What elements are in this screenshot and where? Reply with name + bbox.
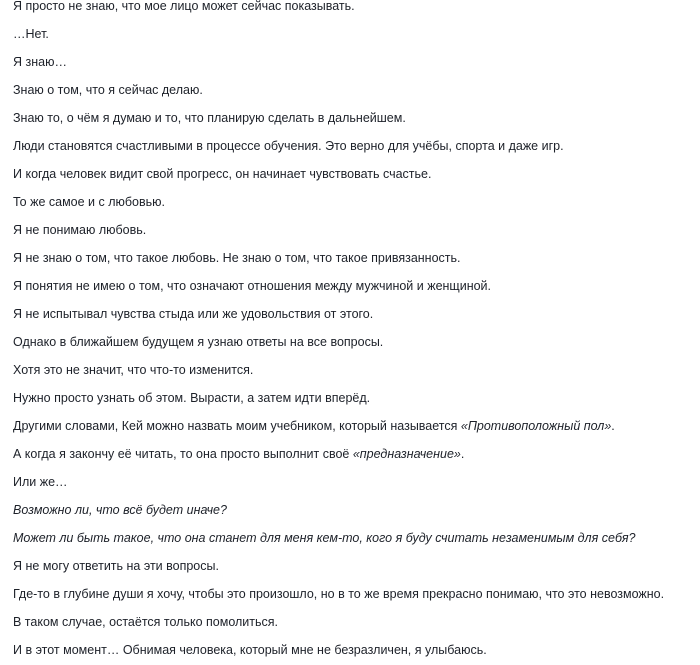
paragraph	[13, 444, 464, 464]
paragraph: Я не могу ответить на эти вопросы.	[13, 559, 219, 573]
paragraph-text: А когда я закончу её читать, то она просто выполнит своё	[13, 447, 353, 461]
italic-paragraph: Возможно ли, что всё будет иначе?	[13, 503, 227, 517]
italic-paragraph: Может ли быть такое, что она станет для меня кем-то, кого я буду считать незаменимым для себя?	[13, 531, 636, 545]
paragraph: И когда человек видит свой прогресс, он начинает чувствовать счастье.	[13, 167, 432, 181]
paragraph: Я не знаю о том, что такое любовь. Не знаю о том, что такое привязанность.	[13, 251, 461, 265]
paragraph: Нужно просто узнать об этом. Вырасти, а затем идти вперёд.	[13, 391, 371, 405]
paragraph: Знаю то, о чём я думаю и то, что планирую сделать в дальнейшем.	[13, 111, 406, 125]
paragraph	[13, 416, 615, 436]
emphasized-title: «Противоположный пол»	[460, 419, 612, 433]
paragraph: Где-то в глубине души я хочу, чтобы это произошло, но в то же время прекрасно понимаю, что это невозможно.	[13, 587, 665, 601]
paragraph: Люди становятся счастливыми в процессе обучения. Это верно для учёбы, спорта и даже игр.	[13, 139, 564, 153]
paragraph: …Нет.	[13, 27, 49, 41]
paragraph: Я знаю…	[13, 55, 67, 69]
paragraph: Я не испытывал чувства стыда или же удовольствия от этого.	[13, 307, 374, 321]
emphasized-word: «предназначение»	[352, 447, 461, 461]
paragraph-punctuation: .	[611, 419, 615, 433]
paragraph: Я понятия не имею о том, что означают отношения между мужчиной и женщиной.	[13, 279, 492, 293]
paragraph: Я не понимаю любовь.	[13, 223, 147, 237]
paragraph: Хотя это не значит, что что-то изменится.	[13, 363, 254, 377]
paragraph: И в этот момент… Обнимая человека, который мне не безразличен, я улыбаюсь.	[13, 643, 487, 657]
paragraph: Или же…	[13, 475, 68, 489]
paragraph: В таком случае, остаётся только помолиться.	[13, 615, 278, 629]
paragraph-punctuation: .	[460, 447, 465, 461]
paragraph: Однако в ближайшем будущем я узнаю ответы на все вопросы.	[13, 335, 384, 349]
paragraph-text: Другими словами, Кей можно назвать моим учебником, который называется	[13, 419, 461, 433]
paragraph: Знаю о том, что я сейчас делаю.	[13, 83, 203, 97]
paragraph: То же самое и с любовью.	[13, 195, 166, 209]
paragraph: Я просто не знаю, что мое лицо может сейчас показывать.	[13, 0, 355, 13]
